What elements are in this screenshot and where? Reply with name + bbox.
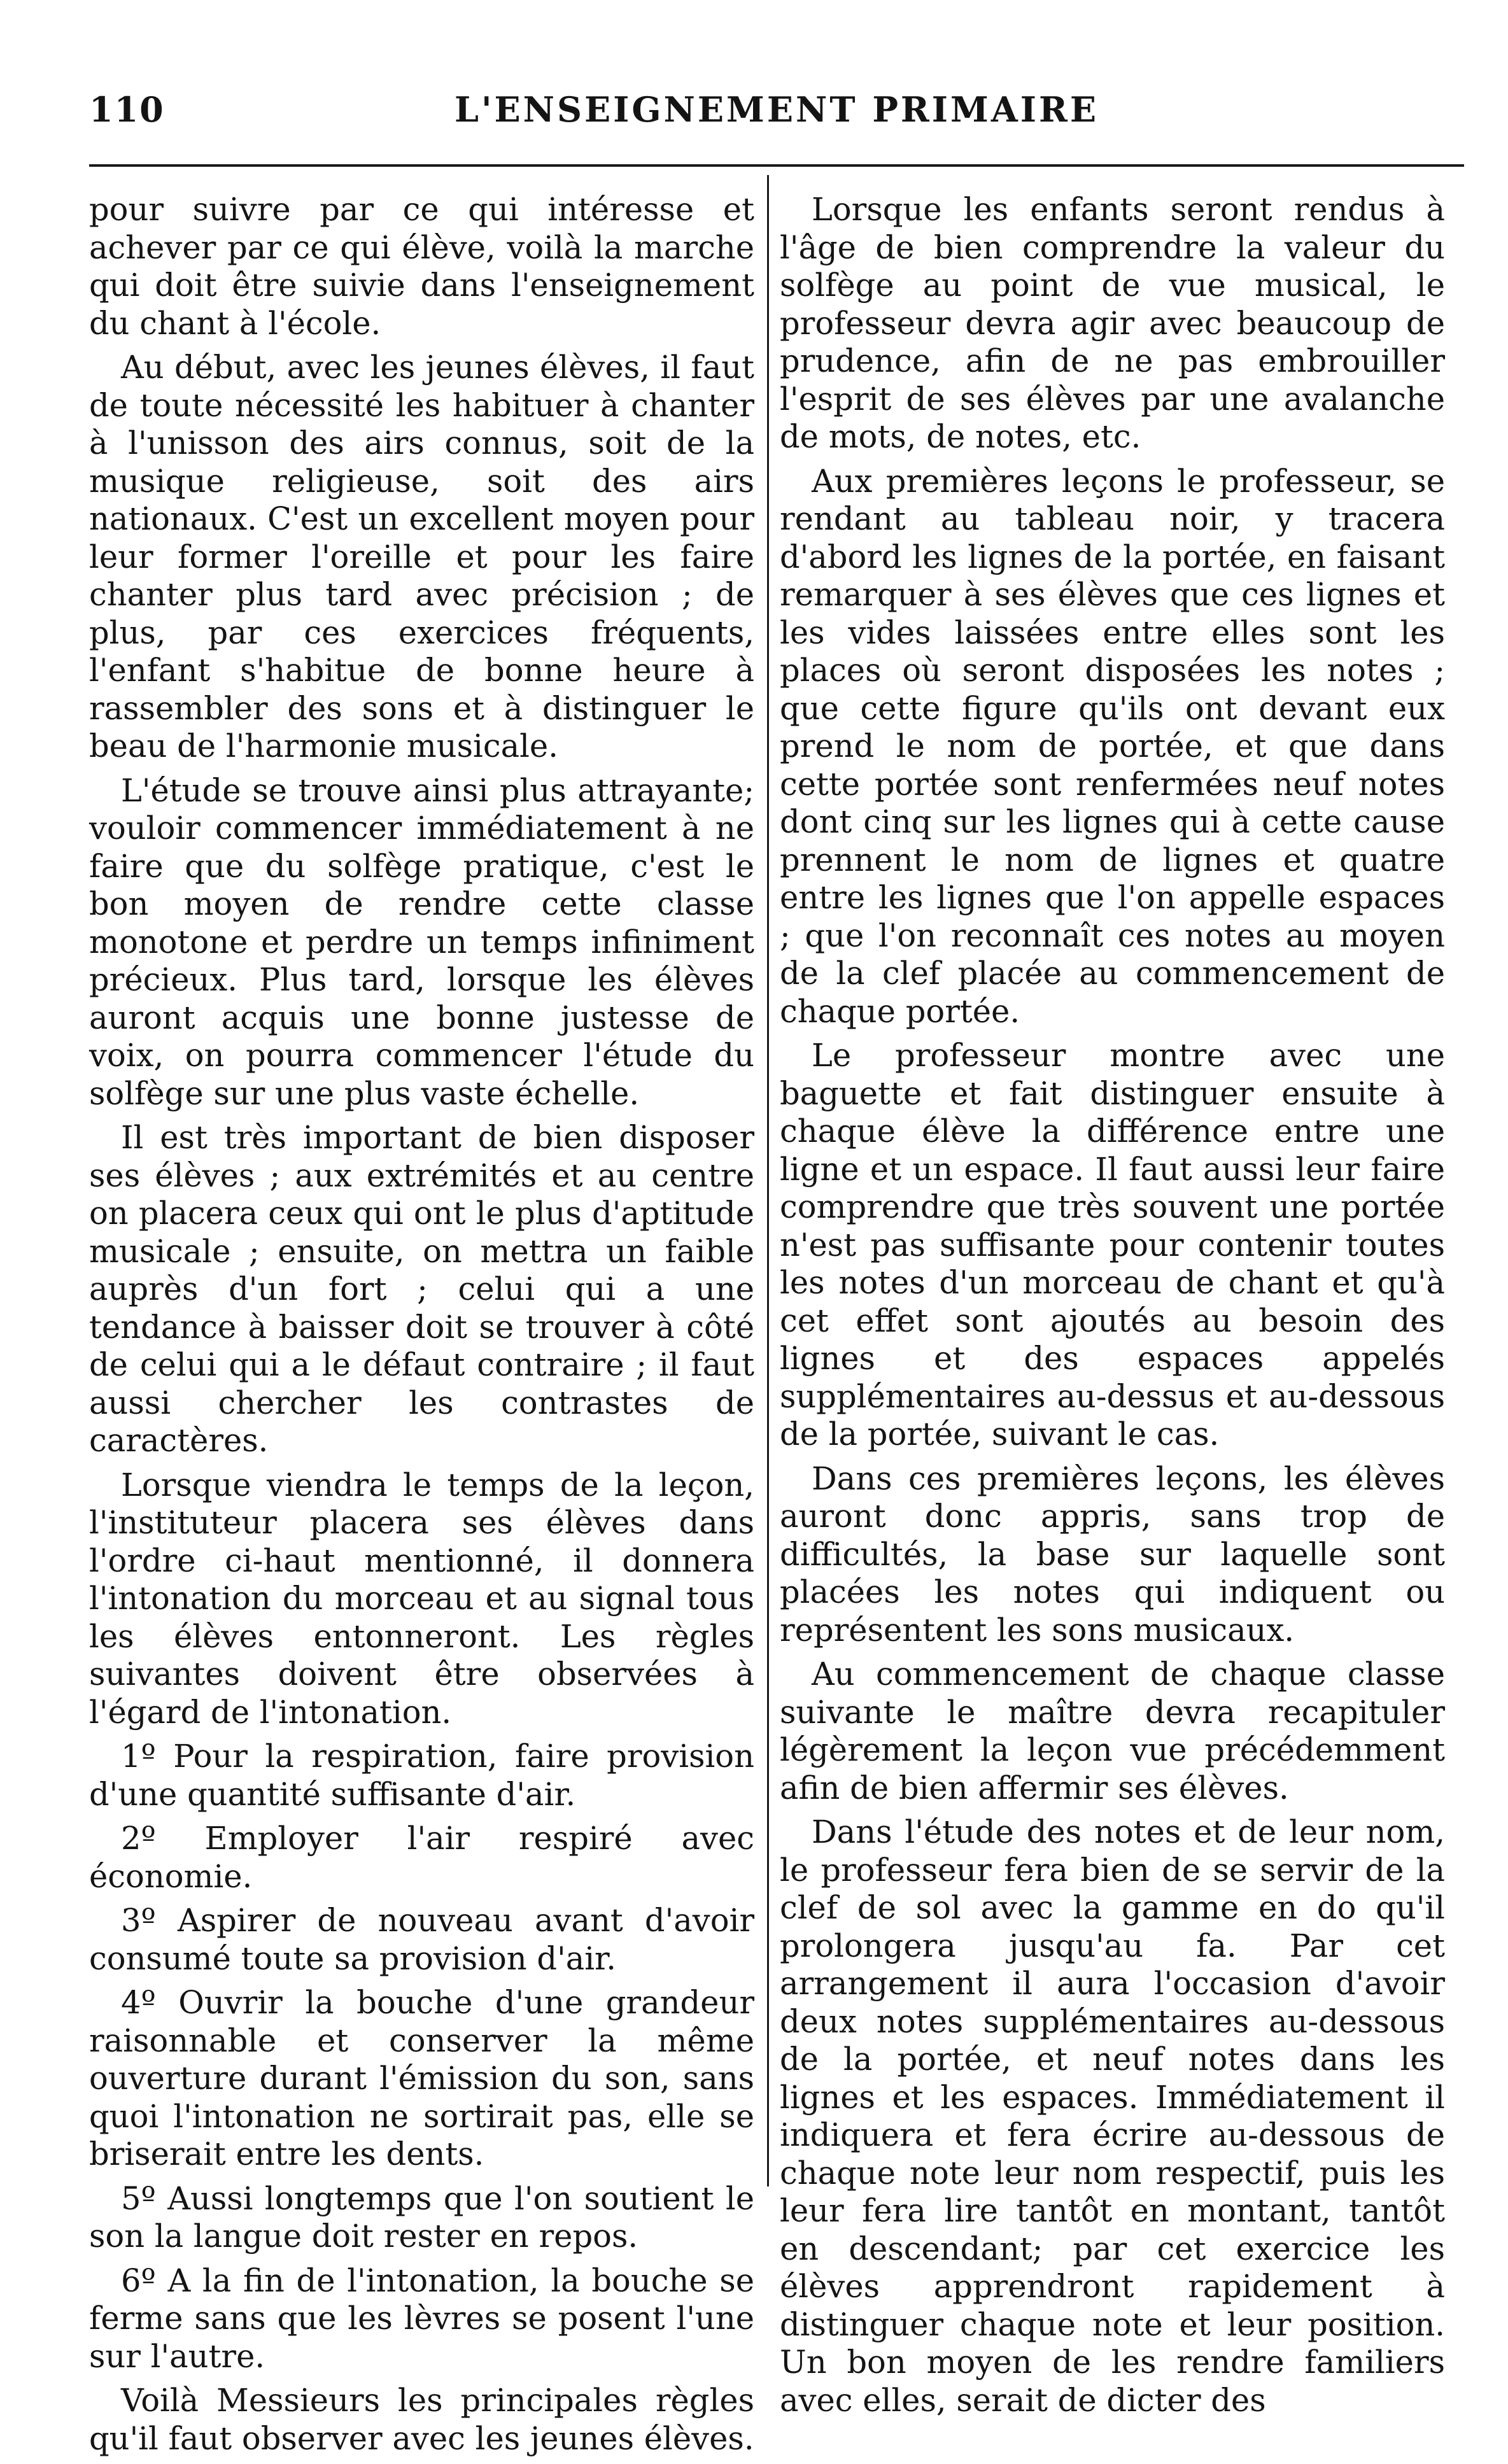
rule-item-4: 4º Ouvrir la bouche d'une grandeur raisonnable et conserver la même ouverture durant l'émission du son, sans quoi l'intonation ne sortirait pas, elle se briserait entre les dents. <box>89 1984 754 2172</box>
paragraph: Voilà Messieurs les principales règles qu'il faut observer avec les jeunes élèves. <box>89 2382 754 2457</box>
paragraph: Lorsque viendra le temps de la leçon, l'instituteur placera ses élèves dans l'ordre ci-haut mentionné, il donnera l'intonation du morceau et au signal tous les élèves entonneront. Les règles suivantes doivent être observées à l'égard de l'intonation. <box>89 1466 754 1731</box>
paragraph: Dans ces premières leçons, les élèves auront donc appris, sans trop de difficultés, la base sur laquelle sont placées les notes qui indiquent ou représentent les sons musicaux. <box>780 1460 1445 1649</box>
rule-item-6: 6º A la fin de l'intonation, la bouche se ferme sans que les lèvres se posent l'une sur l'autre. <box>89 2262 754 2375</box>
paragraph: Le professeur montre avec une baguette et fait distinguer ensuite à chaque élève la différence entre une ligne et un espace. Il faut aussi leur faire comprendre que très souvent une portée n'est pas suffisante pour contenir toutes les notes d'un morceau de chant et qu'à cet effet sont ajoutés au besoin des lignes et des espaces appelés supplémentaires au-dessus et au-dessous de la portée, suivant le cas. <box>780 1037 1445 1453</box>
paragraph: L'étude se trouve ainsi plus attrayante; vouloir commencer immédiatement à ne faire que du solfège pratique, c'est le bon moyen de rendre cette classe monotone et perdre un temps infiniment précieux. Plus tard, lorsque les élèves auront acquis une bonne justesse de voix, on pourra commencer l'étude du solfège sur une plus vaste échelle. <box>89 771 754 1112</box>
left-column <box>89 191 754 2464</box>
running-title: L'ENSEIGNEMENT PRIMAIRE <box>454 89 1099 130</box>
rule-item-2: 2º Employer l'air respiré avec économie. <box>89 1820 754 1895</box>
paragraph: Il est très important de bien disposer ses élèves ; aux extrémités et au centre on placera ceux qui ont le plus d'aptitude musicale ; ensuite, on mettra un faible auprès d'un fort ; celui qui a une tendance à baisser doit se trouver à côté de celui qui a le défaut contraire ; il faut aussi chercher les contrastes de caractères. <box>89 1119 754 1459</box>
page-number: 110 <box>89 89 165 130</box>
paragraph: Au commencement de chaque classe suivante le maître devra recapituler légèrement la leçon vue précédemment afin de bien affermir ses élèves. <box>780 1656 1445 1806</box>
right-column <box>780 191 1445 2426</box>
paragraph: Lorsque les enfants seront rendus à l'âge de bien comprendre la valeur du solfège au point de vue musical, le professeur devra agir avec beaucoup de prudence, afin de ne pas embrouiller l'esprit de ses élèves par une avalanche de mots, de notes, etc. <box>780 191 1445 455</box>
paragraph: pour suivre par ce qui intéresse et achever par ce qui élève, voilà la marche qui doit être suivie dans l'enseignement du chant à l'école. <box>89 191 754 342</box>
paragraph: Dans l'étude des notes et de leur nom, le professeur fera bien de se servir de la clef de sol avec la gamme en do qu'il prolongera jusqu'au fa. Par cet arrangement il aura l'occasion d'avoir deux notes supplémentaires au-dessous de la portée, et neuf notes dans les lignes et les espaces. Immédiatement il indiquera et fera écrire au-dessous de chaque note leur nom respectif, puis les leur fera lire tantôt en montant, tantôt en descendant; par cet exercice les élèves apprendront rapidement à distinguer chaque note et leur position. Un bon moyen de les rendre familiers avec elles, serait de dicter des <box>780 1813 1445 2419</box>
header-rule <box>89 164 1464 167</box>
paragraph: Au début, avec les jeunes élèves, il faut de toute nécessité les habituer à chanter à l'unisson des airs connus, soit de la musique religieuse, soit des airs nationaux. C'est un excellent moyen pour leur former l'oreille et pour les faire chanter plus tard avec précision ; de plus, par ces exercices fréquents, l'enfant s'habitue de bonne heure à rassembler des sons et à distinguer le beau de l'harmonie musicale. <box>89 349 754 764</box>
paragraph: Aux premières leçons le professeur, se rendant au tableau noir, y tracera d'abord les lignes de la portée, en faisant remarquer à ses élèves que ces lignes et les vides laissées entre elles sont les places où seront disposées les notes ; que cette figure qu'ils ont devant eux prend le nom de portée, et que dans cette portée sont renfermées neuf notes dont cinq sur les lignes qui à cette cause prennent le nom de lignes et quatre entre les lignes que l'on appelle espaces ; que l'on reconnaît ces notes au moyen de la clef placée au commencement de chaque portée. <box>780 462 1445 1030</box>
column-divider <box>767 175 769 2186</box>
rule-item-1: 1º Pour la respiration, faire provision d'une quantité suffisante d'air. <box>89 1738 754 1813</box>
rule-item-3: 3º Aspirer de nouveau avant d'avoir consumé toute sa provision d'air. <box>89 1902 754 1977</box>
running-header <box>89 83 1464 134</box>
rule-item-5: 5º Aussi longtemps que l'on soutient le son la langue doit rester en repos. <box>89 2179 754 2255</box>
